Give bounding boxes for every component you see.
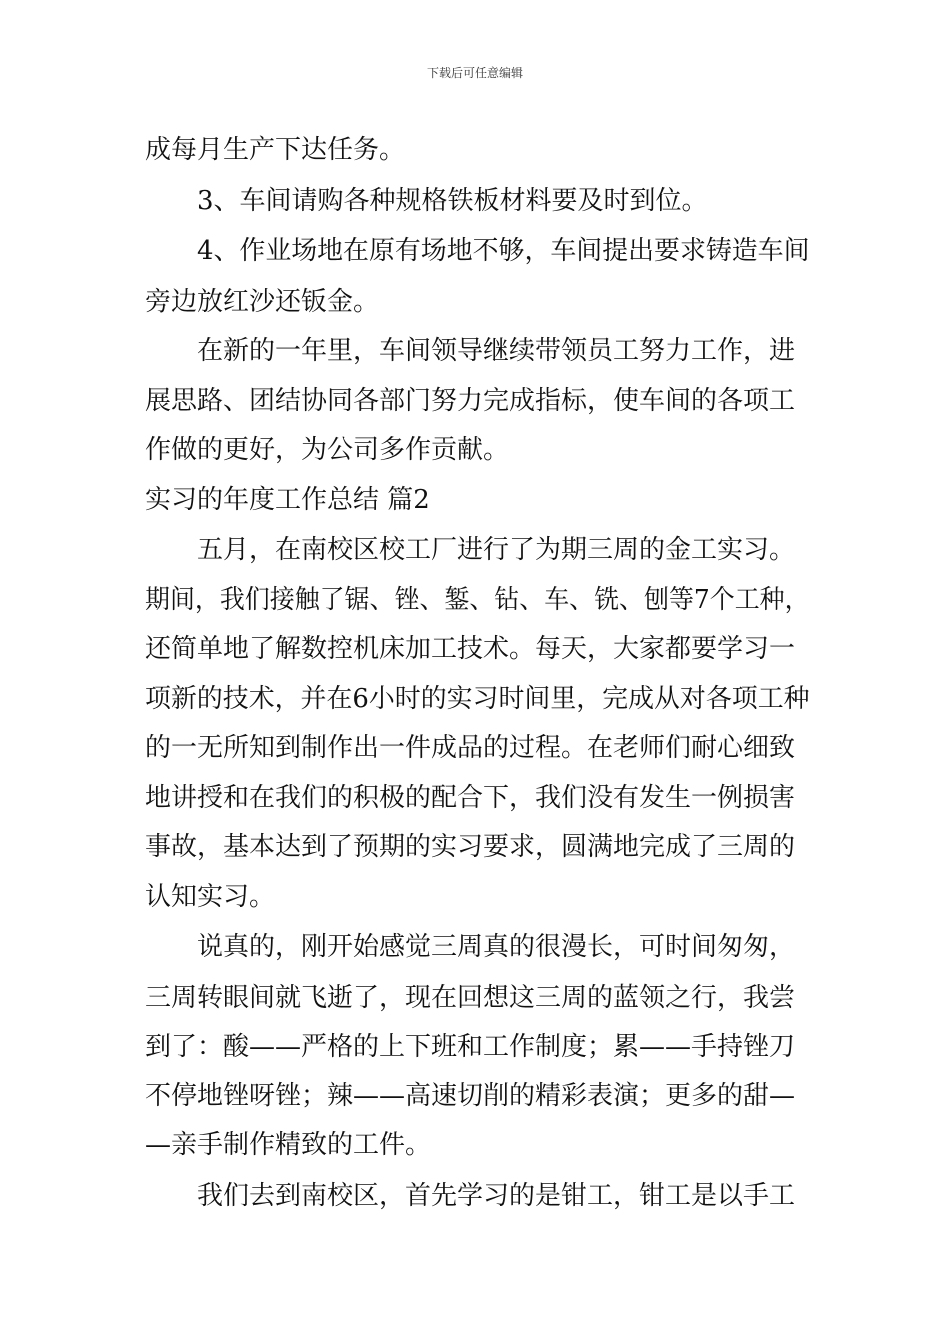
text-line: —亲手制作精致的工件。 [145, 1130, 432, 1160]
text-line: 期间，我们接触了锯、锉、錾、钻、车、铣、刨等7个工种， [145, 585, 810, 615]
text-line: 我们去到南校区，首先学习的是钳工，钳工是以手工 [197, 1181, 796, 1211]
text-line: 五月，在南校区校工厂进行了为期三周的金工实习。 [197, 535, 796, 565]
text-line: 作做的更好，为公司多作贡献。 [145, 435, 510, 465]
text-line: 项新的技术，并在6小时的实习时间里，完成从对各项工种 [145, 684, 810, 714]
text-line: 的一无所知到制作出一件成品的过程。在老师们耐心细致 [145, 733, 796, 763]
text-line: 在新的一年里，车间领导继续带领员工努力工作，进 [197, 336, 796, 366]
text-line: 地讲授和在我们的积极的配合下，我们没有发生一例损害 [145, 783, 796, 813]
text-line: 说真的，刚开始感觉三周真的很漫长，可时间匆匆， [197, 932, 796, 962]
text-line: 展思路、团结协同各部门努力完成指标，使车间的各项工 [145, 386, 796, 416]
text-line: 3、车间请购各种规格铁板材料要及时到位。 [197, 186, 708, 216]
text-line: 不停地锉呀锉；辣——高速切削的精彩表演；更多的甜— [145, 1081, 796, 1111]
text-line: 三周转眼间就飞逝了，现在回想这三周的蓝领之行，我尝 [145, 983, 796, 1013]
section-title: 实习的年度工作总结 篇2 [145, 485, 430, 515]
text-line: 4、作业场地在原有场地不够，车间提出要求铸造车间 [197, 236, 810, 266]
text-line: 到了：酸——严格的上下班和工作制度；累——手持锉刀 [145, 1032, 796, 1062]
page-header: 下载后可任意编辑 [426, 66, 523, 80]
text-line: 认知实习。 [145, 882, 276, 912]
text-line: 还简单地了解数控机床加工技术。每天，大家都要学习一 [145, 634, 796, 664]
text-line: 成每月生产下达任务。 [145, 135, 406, 165]
text-line: 事故，基本达到了预期的实习要求，圆满地完成了三周的 [145, 832, 796, 862]
text-line: 旁边放红沙还钣金。 [145, 287, 380, 317]
